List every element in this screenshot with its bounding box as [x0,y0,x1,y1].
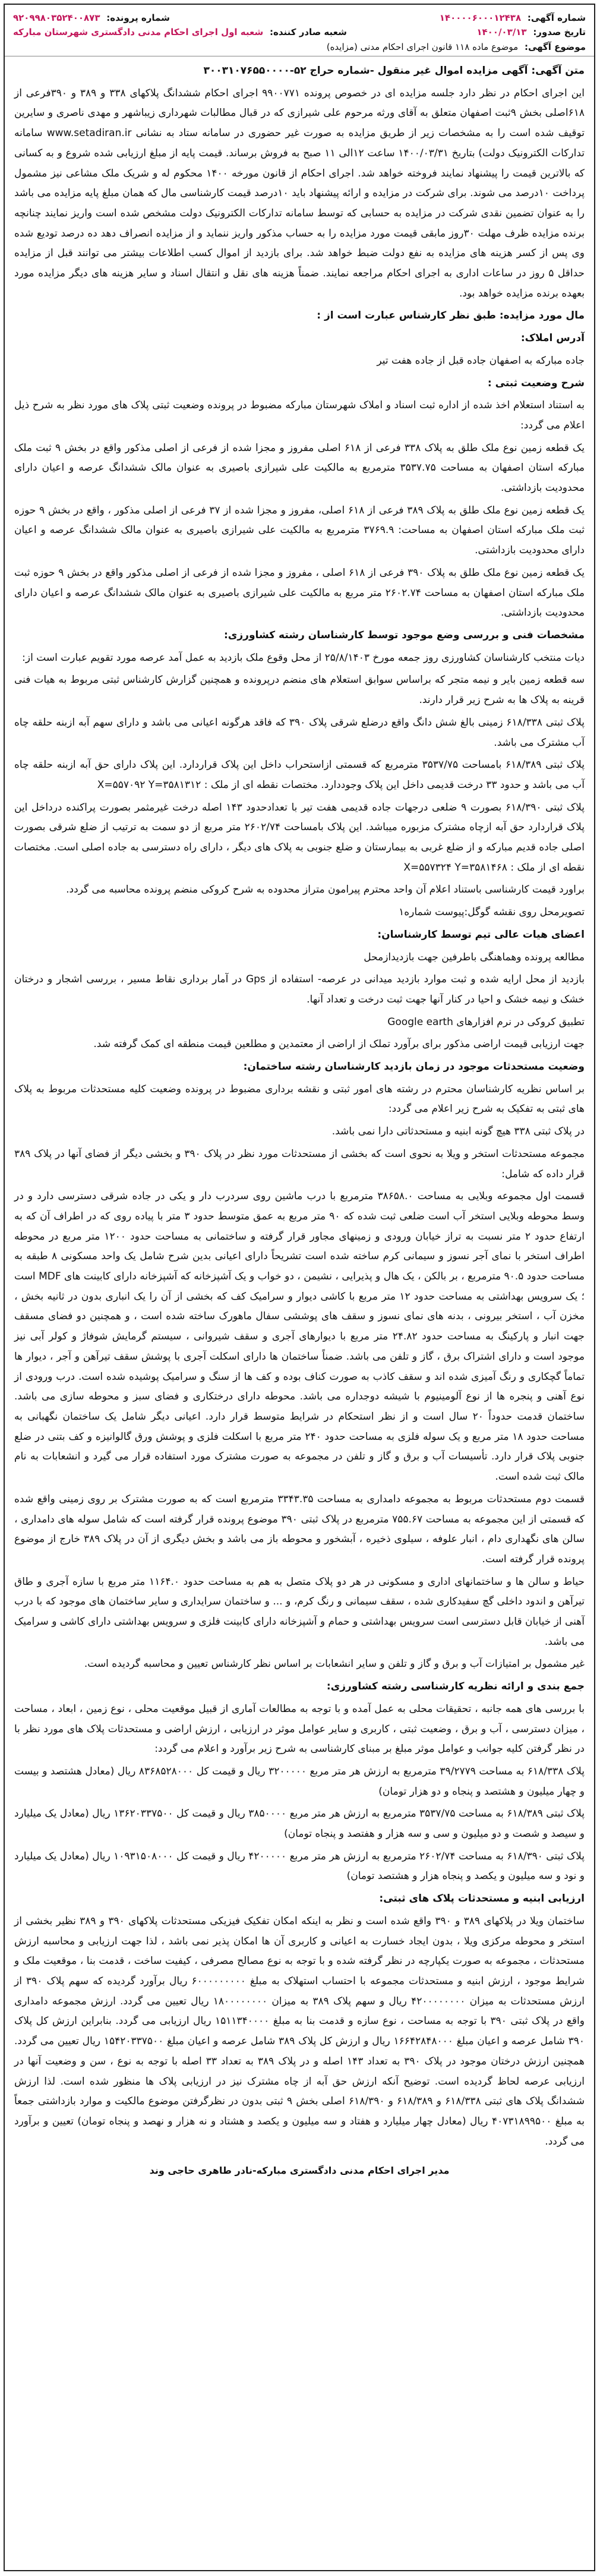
issue-date-label: تاریخ صدور: [533,27,586,37]
notice-paragraph: شرح وضعیت ثبتی : [487,377,585,389]
notice-paragraph: پلاک ثبتی ۶۱۸/۳۳۸ زمینی بالغ شش دانگ واقع درضلع شرقی پلاک ۳۹۰ که فاقد هرگونه اعیانی می باشد و دارای سهم آبه ازبنه حلقه چاه آب مشترک می باشد. [14,716,585,749]
ad-number-label: شماره آگهی: [527,12,586,23]
notice-paragraph: تطبیق کروکی در نرم افزارهای Google earth [387,1016,585,1028]
notice-paragraph: جهت ارزیابی قیمت اراضی مذکور برای برآورد تملک از اراضی از معتمدین و مطلعین قیمت منطقه ای کمک گرفته شد. [93,1038,585,1051]
notice-paragraph: بر اساس نظریه کارشناسان محترم در رشته های امور ثبتی و نقشه برداری مضبوط در پرونده وضعیت کلیه مستحدثات مربوط به پلاک های ثبتی به تفکیک به شرح زیر اعلام می گردد: [14,1083,585,1115]
notice-paragraph: با بررسی های همه جانبه ، تحقیقات محلی به عمل آمده و با توجه به مطالعات آماری از قبیل موقعیت محلی ، نوع زمین ، ابعاد ، مساحت ، میزان دسترسی ، آب و برق ، وضعیت ثبتی ، کاربری و سایر عوامل موثر در ارزیابی ، ارزش اراضی و مستحدثات پلاک های مورد نظر با در نظر گرفتن کلیه جوانب و عوامل موثر مبلغ بر مبنای کارشناسی به شرح زیر برآورد و اعلام می گردد: [14,1702,585,1755]
subject-line [13,42,586,52]
notice-paragraph: مجموعه مستحدثات استخر و ویلا به نحوی است که بخشی از مستحدثات مورد نظر در پلاک ۳۹۰ و بخشی دیگر از فضای آنها در پلاک ۳۸۹ قرار داده که شامل: [14,1147,585,1180]
header-row-1 [13,11,586,25]
file-number-label: شماره پرونده: [106,12,170,23]
notice-paragraph: پلاک ثبتی ۶۱۸/۳۹۰ بصورت ۹ ضلعی درجهات جاده قدیمی هفت تیر با تعدادحدود ۱۴۳ اصله درخت غیرمثمر بصورت پراکنده درداخل این پلاک قراردارد حق آبه ازچاه مشترک مزبوره میباشد. این پلاک بامساحت ۲۶۰۲/۷۴ متر مربع از دو سمت به ترتیب از ضلع شرقی بصورت اصلی جاده قدیم مبارکه و از ضلع غربی به بیمارستان و ضلع جنوبی به پلاک های دیگر ، دارای راه دسترسی به جاده اصلی است. مختصات نقطه ای از ملک : X=۵۵۷۳۲۴ Y=۳۵۸۱۴۶۸ [14,801,585,874]
ad-number-value: ۱۴۰۰۰۰۶۰۰۰۱۲۴۳۸ [439,12,522,23]
notice-paragraph: به استناد استعلام اخذ شده از اداره ثبت اسناد و املاک شهرستان مبارکه مضبوط در پرونده وضعیت ثبتی پلاک های مورد نظر به شرح ذیل اعلام می گردد: [14,399,585,431]
notice-paragraph: ساختمان ویلا در پلاکهای ۳۸۹ و ۳۹۰ واقع شده است و نظر به اینکه امکان تفکیک فیزیکی مستحدثات پلاکهای ۳۹۰ و ۳۸۹ نظیر بخشی از استخر و محوطه مرکزی ویلا ، بدون ایجاد خسارت به اعیانی و کاربری آن ها امکان پذیر نمی باشد ، لذا جهت ارزیابی و محاسبه ارزش مستحدثات ، مجموعه به صورت یکپارچه در نظر گرفته شده و با توجه به نوع مصالح مصرفی ، کیفیت ساخت ، قدمت بنا ، موقعیت ملک و شرایط موجود ، ارزش ابنیه و مستحدثات مجموعه با احتساب استهلاک به مبلغ ۶۰۰۰۰۰۰۰۰۰ ریال برآورد گردیده که سهم پلاک ۳۹۰ از ارزش مستحدثات به میزان ۴۲۰۰۰۰۰۰۰۰ ریال و سهم پلاک ۳۸۹ به میزان ۱۸۰۰۰۰۰۰۰۰ ریال تعیین می گردد. ارزش مجموعه دامداری واقع در پلاک ثبتی ۳۹۰ با توجه به مساحت ، نوع سازه و قدمت بنا به مبلغ ۱۵۱۱۳۴۰۰۰۰ ریال ارزیابی می گردد. بنابراین ارزش کل پلاک ۳۹۰ شامل عرصه و اعیان مبلغ ۱۶۶۴۲۸۴۸۰۰۰ ریال و ارزش کل پلاک ۳۸۹ شامل عرصه و اعیان مبلغ ۱۵۴۲۰۳۳۷۵۰۰ ریال تعیین می گردد. همچنین ارزش درختان موجود در پلاک ۳۹۰ به تعداد ۱۴۳ اصله و در پلاک ۳۸۹ به تعداد ۳۳ اصله با توجه به نوع ، سن و وضعیت آنها در ارزیابی عرصه لحاظ گردیده است. توضیح آنکه ارزش حق آبه از چاه مشترک نیز در ارزیابی پلاک ها منظور شده است. لذا ارزش ششدانگ پلاک های ثبتی ۶۱۸/۳۳۸ و ۶۱۸/۳۸۹ و ۶۱۸/۳۹۰ اصلی بخش ۹ ثبتی بدون در نظرگرفتن موضوع مالکیت و موارد بازداشتی جمعاً به مبلغ ۴۰۷۳۱۸۹۹۵۰۰ ریال (معادل چهار میلیارد و هفتاد و سه میلیون و یکصد و هشتاد و نه هزار و نهصد و پنجاه تومان) تعیین و برآورد می گردد. [14,1915,585,2148]
notice-paragraph: غیر مشمول بر امتیازات آب و برق و گاز و تلفن و سایر انشعابات بر اساس نظر کارشناس تعیین و محاسبه گردیده است. [84,1658,585,1670]
notice-paragraph: قسمت دوم مستحدثات مربوط به مجموعه دامداری به مساحت ۳۳۴۳.۳۵ مترمربع است که به صورت مشترک بر روی زمینی واقع شده که قسمتی از این مجموعه به مساحت ۷۵۵.۶۷ مترمربع در پلاک ثبتی ۳۹۰ موضوع پرونده قرار گرفته است که شامل سوله های دامداری ، سالن های نگهداری دام ، انبار علوفه ، سیلوی ذخیره ، آبشخور و محوطه باز می باشد و بخش دیگری از آن در پلاک ۳۸۹ خارج از موضوع پرونده قرار گرفته است. [14,1493,585,1565]
notice-paragraph: مطالعه پرونده وهماهنگی باطرفین جهت بازدیدازمحل [364,951,585,963]
notice-paragraph: پلاک ثبتی ۶۱۸/۳۸۹ به مساحت ۳۵۳۷/۷۵ مترمربع به ارزش هر متر مربع ۳۸۵۰۰۰۰ ریال و قیمت کل ۱۳۶۲۰۳۳۷۵۰۰ ریال (معادل یک میلیارد و سیصد و شصت و دو میلیون و سی و سه هزار و هفتصد و پنجاه تومان) [14,1808,585,1840]
issuer-value: شعبه اول اجرای احکام مدنی دادگستری شهرستان مبارکه [13,27,264,37]
notice-paragraph: جمع بندی و ارائه نظریه کارشناسی رشته کشاورزی: [326,1680,585,1693]
notice-paragraph: یک قطعه زمین نوع ملک طلق به پلاک ۳۹۰ فرعی از ۶۱۸ اصلی ، مفروز و مجزا شده از فرعی از اصلی مذکور واقع در بخش ۹ حوزه ثبت ملک مبارکه استان اصفهان به مساحت ۲۶۰۲.۷۴ متر مربع به مالکیت علی شیرازی باصیری به عنوان مالک ششدانگ عرصه و اعیان دارای محدودیت بازداشتی. [14,566,585,619]
file-number-value: ۹۲۰۹۹۸۰۳۵۲۴۰۰۸۷۳ [13,12,100,23]
notice-body [5,56,594,2152]
notice-paragraph: مشخصات فنی و بررسی وضع موجود توسط کارشناسان رشته کشاورزی: [224,629,585,641]
issue-date-value: ۱۴۰۰/۰۳/۱۳ [476,27,527,37]
header-row-2 [13,25,586,39]
issue-date [476,25,586,39]
notice-paragraph: یک قطعه زمین نوع ملک طلق به پلاک ۳۳۸ فرعی از ۶۱۸ اصلی مفروز و مجزا شده از فرعی از اصلی مذکور واقع در بخش ۹ ثبت ملک مبارکه استان اصفهان به مساحت ۳۵۳۷.۷۵ مترمربع به مالکیت علی شیرازی باصیری به عنوان مالک ششدانگ عرصه و اعیان دارای محدودیت بازداشتی. [14,442,585,494]
notice-paragraph: آدرس املاک: [520,332,585,345]
notice-paragraph: متن آگهی: آگهی مزایده اموال غیر منقول -شماره حراج ۵۲-۳۰۰۳۱۰۷۶۵۵۰۰۰۰ [203,65,585,77]
signature-line: مدیر اجرای احکام مدنی دادگستری مبارکه-نادر طاهری حاجی وند [149,2165,450,2177]
notice-paragraph: پلاک ۶۱۸/۳۳۸ به مساحت ۳۹/۲۷۷۹ مترمربع به ارزش هر متر مربع ۳۲۰۰۰۰۰ ریال و قیمت کل ۸۳۶۸۵۲۸۰۰۰ ریال (معادل هشتصد و بیست و چهار میلیون و هشتصد و پنجاه و دو هزار تومان) [14,1765,585,1798]
notice-paragraph: پلاک ثبتی ۶۱۸/۳۹۰ به مساحت ۲۶۰۲/۷۴ مترمربع به ارزش هر متر مربع ۴۲۰۰۰۰۰ ریال و قیمت کل ۱۰۹۳۱۵۰۸۰۰۰ ریال (معادل یک میلیارد و نود و سه میلیون و یکصد و پنجاه هزار و هشتصد تومان) [14,1850,585,1883]
subject-label: موضوع آگهی: [524,42,586,52]
notice-paragraph: مال مورد مزایده: طبق نظر کارشناس عبارت است از : [317,310,585,322]
subject-value: موضوع ماده ۱۱۸ قانون اجرای احکام مدنی (مزایده) [326,42,519,52]
notice-paragraph: جاده مبارکه به اصفهان جاده قبل از جاده هفت تیر [377,354,585,367]
notice-paragraph: حیاط و سالن ها و ساختمانهای اداری و مسکونی در هر دو پلاک متصل به هم به مساحت حدود ۱۱۶۴.۰ متر مربع با سازه آجری و طاق تیرآهن و اندود داخلی گچ سفیدکاری شده ، سقف سیمانی و رنگ کرم، و ... و ساختمان سرایداری و سایر ساختمان های موجود که با درب آهنی از خیابان قابل دسترسی است سرویس بهداشتی و حمام و آشپزخانه دارای کابینت فلزی و سرویس بهداشتی دارای کاشی و سرامیک می باشد. [14,1575,585,1648]
notice-paragraph: اعضای هیات عالی تیم توسط کارشناسان: [377,928,585,941]
notice-paragraph: بازدید از محل ارایه شده و ثبت موارد بازدید میدانی در عرصه- استفاده از Gps در آمار برداری نقاط مسیر ، بررسی اشجار و درختان خشک و نیمه خشک و احیا در کنار آنها جهت ثبت درخت و تعداد آنها. [14,973,585,1005]
notice-header [5,5,594,56]
notice-paragraph: تصویرمحل روی نقشه گوگل:پیوست شماره۱ [399,906,585,919]
notice-paragraph: وضعیت مستحدثات موجود در زمان بازدید کارشناسان رشته ساختمان: [243,1061,585,1073]
issuer-label: شعبه صادر کننده: [270,27,347,37]
ad-number [440,11,586,25]
notice-paragraph: این اجرای احکام در نظر دارد جلسه مزایده ای در خصوص پرونده ۹۹۰۰۷۷۱ اجرای احکام ششدانگ پلاکهای ۳۳۸ و ۳۸۹ و ۳۹۰فرعی از ۶۱۸اصلی بخش ۹ثبت اصفهان متعلق به آقای ورثه مرحوم علی شیرازی که در قبال مطالبات شهرداری زیباشهر و مهدی ناصری و سایرین توقیف شده است را به مشخصات زیر از طریق مزایده به صورت غیر حضوری در سامانه ستاد به نشانی www.setadiran.ir سامانه تدارکات الکترونیک دولت) بتاریخ ۱۴۰۰/۰۳/۳۱ ساعت ۱۲الی ۱۱ صبح به فروش برساند. قیمت پایه از مبلغ ارزیابی شده شروع و به کسانی که بالاترین قیمت را پیشنهاد نمایند فروخته خواهد شد. اجرای احکام از قانون مورخه ۱۴۰۰ محکوم له و شریک ملک مشاعی نیز مشمول پرداخت ۱۰درصد می شوند. برای شرکت در مزایده و ارائه پیشنهاد باید ۱۰درصد قیمت کارشناسی مال که همان مبلغ پایه مزایده می باشد را به عنوان تضمین نقدی شرکت در مزایده به حسابی که توسط سامانه تدارکات الکترونیک دولت مشخص شده است واریز نمایند چنانچه برنده مزایده ظرف مهلت ۳۰روز مابقی قیمت مورد مزایده را به حساب مذکور واریز ننماید و از مزایده انصراف دهد ده درصد تودیع شده وی پس از کسر هزینه های مزایده به نفع دولت ضبط خواهد شد. برای بازدید از اموال کسب اطلاعات بیشتر می توانند قبل از مزایده حداقل ۵ روز در ساعات اداری به اجرای احکام مراجعه نمایند. ضمناً هزینه های نقل و انتقال اسناد و سایر هزینه های دیگر مزایده مورد بعهده برنده مزایده خواهد بود. [14,87,585,299]
issuer [13,25,347,39]
notice-paragraph: یک قطعه زمین نوع ملک طلق به پلاک ۳۸۹ فرعی از ۶۱۸ اصلی، مفروز و مجزا شده از ۳۷ فرعی از اصلی مذکور ، واقع در بخش ۹ حوزه ثبت ملک مبارکه استان اصفهان به مساحت: ۳۷۶۹.۹ مترمربع به مالکیت علی شیرازی باصیری به عنوان مالک ششدانگ عرصه و اعیان دارای محدودیت بازداشتی. [14,504,585,557]
file-number [13,11,170,25]
notice-paragraph: دیات منتخب کارشناسان کشاورزی روز جمعه مورخ ۲۵/۸/۱۴۰۳ از محل وقوع ملک بازدید به عمل آمد عرصه مورد تقویم عبارت است از: [22,651,585,664]
notice-paragraph: براورد قیمت کارشناسی باستناد اعلام آن واحد محترم پیرامون متراز محدوده به شرح کروکی منضم پرونده محاسبه می گردد. [66,884,585,896]
notice-paragraph: در پلاک ثبتی ۳۳۸ هیچ گونه ابنیه و مستحدثاتی دارا نمی باشد. [331,1125,585,1138]
notice-paragraph: ارزیابی ابنیه و مستحدثات پلاک های ثبتی: [379,1893,585,1905]
notice-document [4,4,595,2571]
notice-paragraph: قسمت اول مجموعه وبلایی به مساحت ۳۸۶۵۸.۰ مترمربع با درب ماشین روی سردرب دار و یکی در جاده شرقی دسترسی دارد و در وسط محوطه وبلایی استخر آب است ضلعی ثبت شده که ۹۰ متر مربع به عمق متوسط حدود ۳ متر با پیاده روی که در اطراف آن که به ارتفاع حدود ۲ متر نسبت به تراز خیابان ورودی و زمینهای مجاور قرار گرفته و ساختمانی به مساحت حدود ۱۲۰۰ متر مربع در محوطه اطراف استخر با نمای آجر نسوز و سیمانی کرم ساخته شده است تشریحاً دارای اعیانی بدین شرح شامل یک واحد مسکونی ۸ طبقه به مساحت حدود ۹۰.۵ مترمربع ، بر بالکن ، یک هال و پذیرایی ، نشیمن ، دو خواب و یک آشپزخانه که آشپزخانه دارای کابینت های MDF است ؛ یک سرویس بهداشتی به مساحت حدود ۱۲ متر مربع با کاشی دیوار و سرامیک کف که بخشی از آن را یک انباری بدون در ثانیه بخش ، مخزن آب ، استخر بیرونی ، بدنه های نمای نسوز و سقف های پوششی سفال ماهورک ساخته شده است ، و همچنین دو فضای مسقف جهت انبار و پارکینگ به مساحت حدود ۲۴.۸۲ متر مربع با دیوارهای آجری و سقف شیروانی ، سیستم گرمایش شوفاژ و کولر آبی نیز موجود است و دارای اشتراک برق ، گاز و تلفن می باشد. ضمناً ساختمان ها دارای اسکلت آجری با پوشش سقف تیرآهن و آجر ، دیوار ها تماماً گچکاری و رنگ آمیزی شده اند و سقف کاذب به صورت کناف بوده و کف ها از سنگ و سرامیک پوشیده شده است. درب ورودی از نوع آهنی و پنجره ها از نوع آلومینیوم با شیشه دوجداره می باشد. محوطه دارای درختکاری و فضای سبز و محوطه سازی می باشد. ساختمان قدمت حدوداً ۲۰ سال است و از نظر استحکام در شرایط متوسط قرار دارد. اعیانی دیگر شامل یک ساختمان نگهبانی به مساحت حدود ۱۸ متر مربع و یک سوله فلزی به مساحت حدود ۲۴۰ متر مربع با اسکلت فلزی و پوشش ورق گالوانیزه و کف بتنی در ضلع جنوبی پلاک قرار دارد. تأسیسات آب و برق و گاز و تلفن در مجموعه به صورت مشترک مورد استفاده قرار می گیرد و انشعابات به نام مالک ثبت شده است. [14,1190,585,1483]
notice-paragraph: سه قطعه زمین بایر و نیمه متجر که براساس سوابق استعلام های منضم درپرونده و همچنین گزارش کارشناس ثبتی مربوط به هیات فنی قرینه به پلاک ها به شرح زیر قرار دارند. [14,674,585,707]
notice-paragraph: پلاک ثبتی ۶۱۸/۳۸۹ بامساحت ۳۵۳۷/۷۵ مترمربع که قسمتی ازاستحراب داخل این پلاک قراردارد. این پلاک دارای حق آبه ازبنه حلقه چاه آب می باشد و حدود ۳۳ درخت قدیمی داخل این پلاک وجوددارد. مختصات نقطه ای از ملک : X=۵۵۷۰۹۲ Y=۳۵۸۱۳۱۲ [14,759,585,791]
